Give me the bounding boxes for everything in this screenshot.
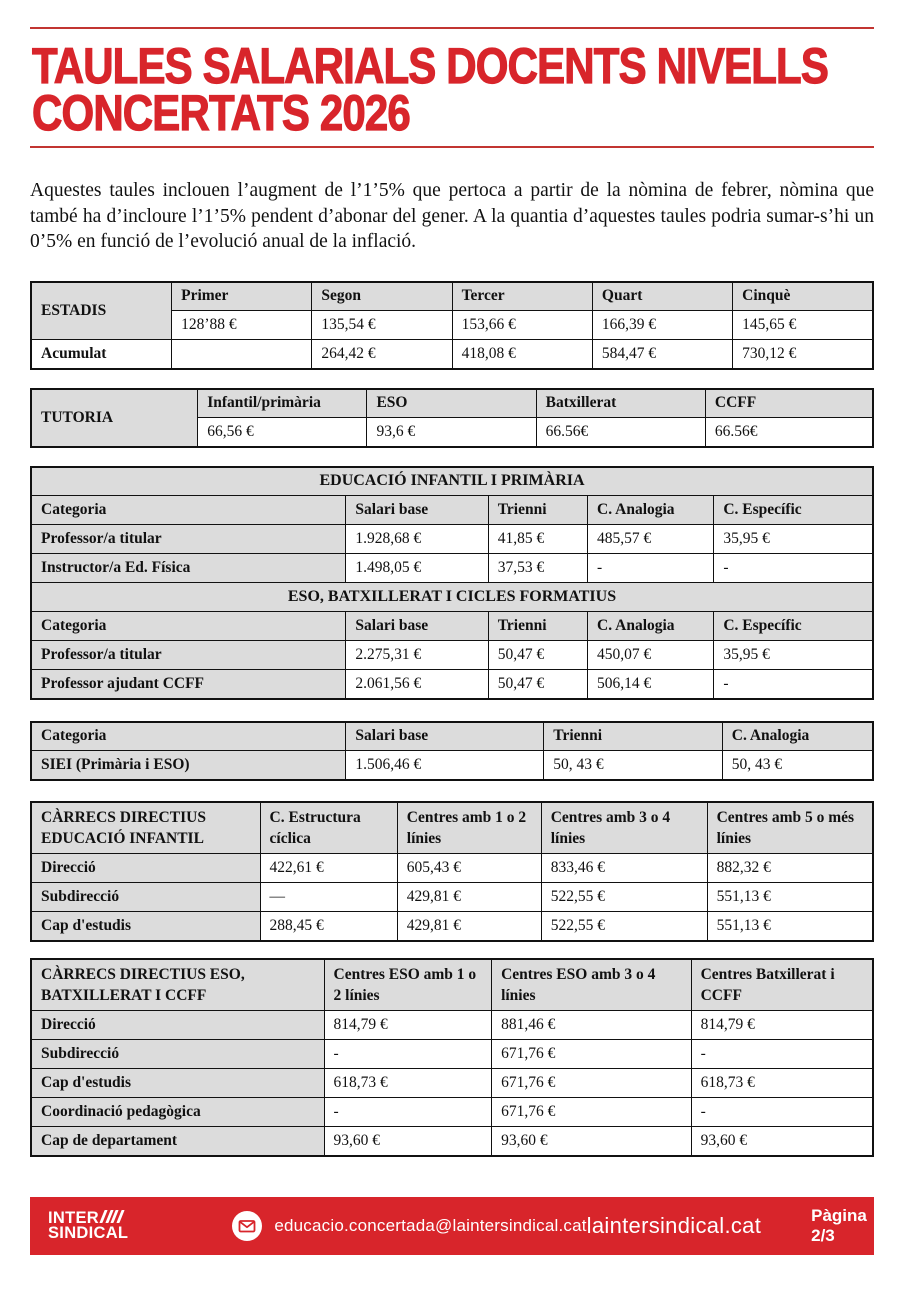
- value-cell: 671,76 €: [492, 1098, 692, 1127]
- value-cell: 671,76 €: [492, 1069, 692, 1098]
- document-page: [0, 27, 904, 1157]
- footer-email-group: [232, 1211, 586, 1241]
- intersindical-logo: [48, 1210, 128, 1241]
- value-cell: 66,56 €: [198, 418, 367, 447]
- table-header: CÀRRECS DIRECTIUS EDUCACIÓ INFANTIL: [31, 802, 260, 854]
- value-cell: [172, 340, 312, 369]
- value-cell: -: [324, 1040, 492, 1069]
- row-label: Direcció: [31, 1011, 324, 1040]
- col-header: Salari base: [346, 612, 488, 641]
- value-cell: 50, 43 €: [544, 751, 723, 780]
- value-cell: —: [260, 883, 397, 912]
- col-header: Categoria: [31, 496, 346, 525]
- table-row: [31, 751, 873, 780]
- col-header: C. Estructura cíclica: [260, 802, 397, 854]
- value-cell: 153,66 €: [452, 311, 592, 340]
- value-cell: 37,53 €: [488, 554, 587, 583]
- row-label: Subdirecció: [31, 883, 260, 912]
- siei-table: [30, 721, 874, 781]
- value-cell: 618,73 €: [691, 1069, 873, 1098]
- value-cell: 50,47 €: [488, 641, 587, 670]
- table-row: [31, 525, 873, 554]
- col-header: Centres amb 5 o més línies: [707, 802, 873, 854]
- table-row: [31, 1069, 873, 1098]
- value-cell: 93,60 €: [492, 1127, 692, 1156]
- table-row: [31, 467, 873, 496]
- value-cell: 1.506,46 €: [346, 751, 544, 780]
- value-cell: 145,65 €: [733, 311, 873, 340]
- value-cell: 35,95 €: [714, 525, 873, 554]
- col-header: Centres amb 1 o 2 línies: [397, 802, 541, 854]
- value-cell: 814,79 €: [691, 1011, 873, 1040]
- table-row: [31, 340, 873, 369]
- table-row: [31, 389, 873, 418]
- section-title: ESO, BATXILLERAT I CICLES FORMATIUS: [31, 583, 873, 612]
- table-row: [31, 959, 873, 1011]
- row-label: Direcció: [31, 854, 260, 883]
- value-cell: 422,61 €: [260, 854, 397, 883]
- row-label: Professor/a titular: [31, 525, 346, 554]
- value-cell: 506,14 €: [588, 670, 714, 699]
- col-header: Trienni: [544, 722, 723, 751]
- table-row: [31, 722, 873, 751]
- col-header: Cinquè: [733, 282, 873, 311]
- col-header: Trienni: [488, 496, 587, 525]
- col-header: Segon: [312, 282, 452, 311]
- col-header: C. Analogia: [588, 496, 714, 525]
- carrecs-infantil-table: [30, 801, 874, 942]
- nivells-table: [30, 466, 874, 700]
- col-header: Quart: [592, 282, 732, 311]
- table-row: [31, 554, 873, 583]
- table-row: [31, 282, 873, 311]
- value-cell: 584,47 €: [592, 340, 732, 369]
- table-row: [31, 612, 873, 641]
- row-label: Professor/a titular: [31, 641, 346, 670]
- col-header: CCFF: [705, 389, 873, 418]
- value-cell: 166,39 €: [592, 311, 732, 340]
- col-header: Centres Batxillerat i CCFF: [691, 959, 873, 1011]
- col-header: Categoria: [31, 722, 346, 751]
- value-cell: -: [324, 1098, 492, 1127]
- value-cell: 93,60 €: [691, 1127, 873, 1156]
- col-header: Salari base: [346, 722, 544, 751]
- table-row: [31, 583, 873, 612]
- table-row: [31, 1040, 873, 1069]
- page-title: [32, 38, 829, 141]
- intro-paragraph: Aquestes taules inclouen l’augment de l’1’5% que pertoca a partir de la nòmina de febrer, nòmina que també ha d’incloure l’1’5% pendent d’abonar del gener. A la quantia d’aquestes taules podria sumar-s’hi un 0’5% en funció de l’evolució anual de la inflació.: [30, 180, 874, 252]
- table-row: [31, 883, 873, 912]
- value-cell: 671,76 €: [492, 1040, 692, 1069]
- col-header: Centres ESO amb 3 o 4 línies: [492, 959, 692, 1011]
- table-header: CÀRRECS DIRECTIUS ESO, BATXILLERAT I CCFF: [31, 959, 324, 1011]
- col-header: Centres ESO amb 1 o 2 línies: [324, 959, 492, 1011]
- value-cell: 264,42 €: [312, 340, 452, 369]
- col-header: Infantil/primària: [198, 389, 367, 418]
- footer-website[interactable]: laintersindical.cat: [586, 1212, 762, 1238]
- row-label: Cap de departament: [31, 1127, 324, 1156]
- row-label: TUTORIA: [31, 389, 198, 447]
- value-cell: 814,79 €: [324, 1011, 492, 1040]
- value-cell: -: [691, 1098, 873, 1127]
- value-cell: 66.56€: [705, 418, 873, 447]
- table-row: [31, 670, 873, 699]
- footer-email[interactable]: educacio.concertada@laintersindical.cat: [274, 1215, 587, 1235]
- logo-text-top: INTER: [48, 1209, 99, 1227]
- value-cell: 618,73 €: [324, 1069, 492, 1098]
- value-cell: 93,60 €: [324, 1127, 492, 1156]
- row-label: Instructor/a Ed. Física: [31, 554, 346, 583]
- value-cell: 522,55 €: [541, 912, 707, 941]
- value-cell: 135,54 €: [312, 311, 452, 340]
- value-cell: 881,46 €: [492, 1011, 692, 1040]
- row-label: Professor ajudant CCFF: [31, 670, 346, 699]
- title-rule: [30, 146, 874, 148]
- value-cell: 522,55 €: [541, 883, 707, 912]
- value-cell: 551,13 €: [707, 912, 873, 941]
- value-cell: -: [691, 1040, 873, 1069]
- value-cell: 429,81 €: [397, 883, 541, 912]
- table-row: [31, 1011, 873, 1040]
- page-title-line1: TAULES SALARIALS DOCENTS NIVELLS: [32, 38, 829, 94]
- row-label: Cap d'estudis: [31, 1069, 324, 1098]
- value-cell: 450,07 €: [588, 641, 714, 670]
- table-row: [31, 1127, 873, 1156]
- value-cell: 730,12 €: [733, 340, 873, 369]
- value-cell: 93,6 €: [367, 418, 536, 447]
- table-row: [31, 912, 873, 941]
- section-title: EDUCACIÓ INFANTIL I PRIMÀRIA: [31, 467, 873, 496]
- col-header: C. Específic: [714, 496, 873, 525]
- value-cell: 288,45 €: [260, 912, 397, 941]
- value-cell: -: [714, 554, 873, 583]
- value-cell: 1.498,05 €: [346, 554, 488, 583]
- row-label: SIEI (Primària i ESO): [31, 751, 346, 780]
- value-cell: 551,13 €: [707, 883, 873, 912]
- carrecs-eso-table: [30, 958, 874, 1157]
- value-cell: 41,85 €: [488, 525, 587, 554]
- row-label: Acumulat: [31, 340, 172, 369]
- row-label: Cap d'estudis: [31, 912, 260, 941]
- col-header: ESO: [367, 389, 536, 418]
- value-cell: 2.275,31 €: [346, 641, 488, 670]
- col-header: Batxillerat: [536, 389, 705, 418]
- row-label: Subdirecció: [31, 1040, 324, 1069]
- col-header: C. Analogia: [722, 722, 873, 751]
- value-cell: 833,46 €: [541, 854, 707, 883]
- col-header: Trienni: [488, 612, 587, 641]
- table-row: [31, 1098, 873, 1127]
- value-cell: 2.061,56 €: [346, 670, 488, 699]
- row-label: ESTADIS: [31, 282, 172, 340]
- page-title-line2: CONCERTATS 2026: [32, 85, 410, 141]
- tutoria-table: [30, 388, 874, 448]
- value-cell: 429,81 €: [397, 912, 541, 941]
- col-header: C. Analogia: [588, 612, 714, 641]
- logo-text-bottom: SINDICAL: [48, 1224, 129, 1242]
- table-row: [31, 854, 873, 883]
- footer-bar: [30, 1197, 874, 1255]
- table-row: [31, 496, 873, 525]
- col-header: Centres amb 3 o 4 línies: [541, 802, 707, 854]
- envelope-icon: [232, 1211, 262, 1241]
- value-cell: 35,95 €: [714, 641, 873, 670]
- value-cell: 66.56€: [536, 418, 705, 447]
- value-cell: 882,32 €: [707, 854, 873, 883]
- value-cell: 1.928,68 €: [346, 525, 488, 554]
- value-cell: 50, 43 €: [722, 751, 873, 780]
- table-row: [31, 802, 873, 854]
- value-cell: 128’88 €: [172, 311, 312, 340]
- value-cell: 50,47 €: [488, 670, 587, 699]
- col-header: Categoria: [31, 612, 346, 641]
- estadis-table: [30, 281, 874, 370]
- value-cell: 485,57 €: [588, 525, 714, 554]
- value-cell: -: [714, 670, 873, 699]
- top-rule: [30, 27, 874, 29]
- page-number: Pàgina 2/3: [811, 1205, 867, 1245]
- row-label: Coordinació pedagògica: [31, 1098, 324, 1127]
- value-cell: -: [588, 554, 714, 583]
- col-header: Tercer: [452, 282, 592, 311]
- table-row: [31, 641, 873, 670]
- col-header: C. Específic: [714, 612, 873, 641]
- col-header: Salari base: [346, 496, 488, 525]
- col-header: Primer: [172, 282, 312, 311]
- value-cell: 418,08 €: [452, 340, 592, 369]
- value-cell: 605,43 €: [397, 854, 541, 883]
